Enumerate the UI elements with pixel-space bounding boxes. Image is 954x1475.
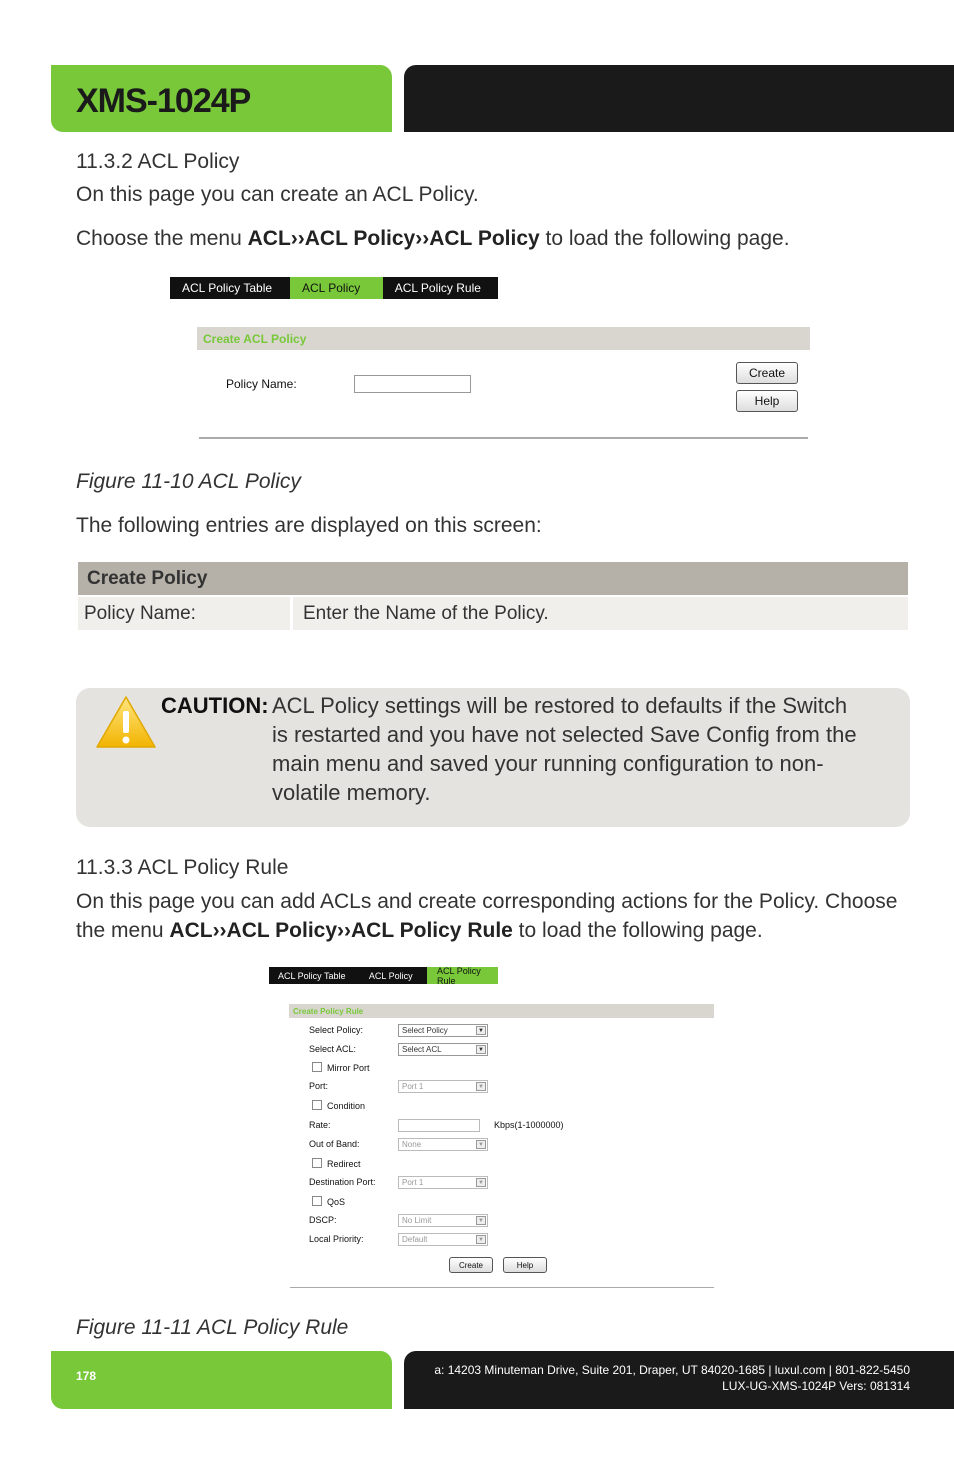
tab-acl-policy[interactable]: ACL Policy — [368, 970, 413, 981]
tab-acl-policy[interactable]: ACL Policy — [290, 277, 383, 299]
select-acl-value: Select ACL — [402, 1045, 442, 1054]
select-policy-label: Select Policy: — [309, 1025, 364, 1035]
create-rule-button[interactable]: Create — [449, 1257, 493, 1273]
menu-path: ACL››ACL Policy››ACL Policy Rule — [169, 919, 513, 942]
tab-acl-policy-table[interactable]: ACL Policy Table — [182, 281, 273, 295]
product-title: XMS-1024P — [76, 82, 251, 120]
menu-prefix: Choose the menu — [76, 227, 248, 250]
chevron-down-icon: ▼ — [476, 1026, 486, 1035]
qos-label: QoS — [327, 1197, 346, 1207]
footer-address: a: 14203 Minuteman Drive, Suite 201, Draper, UT 84020-1685 | luxul.com | 801-822-5450 — [434, 1363, 910, 1377]
port-label: Port: — [309, 1081, 329, 1091]
chevron-down-icon: ▼ — [476, 1045, 486, 1054]
footer-green-bar — [51, 1351, 392, 1409]
select-policy-value: Select Policy — [402, 1026, 448, 1035]
local-priority-dropdown[interactable] — [398, 1233, 488, 1246]
out-of-band-value: None — [402, 1140, 422, 1149]
select-acl-label: Select ACL: — [309, 1044, 357, 1054]
destination-port-value: Port 1 — [402, 1178, 424, 1187]
table-header-create-policy: Create Policy — [78, 562, 908, 595]
out-of-band-label: Out of Band: — [309, 1139, 360, 1149]
caution-line: main menu and saved your running configuration to non- — [272, 751, 824, 776]
menu-path: ACL››ACL Policy››ACL Policy — [247, 227, 540, 250]
entries-intro: The following entries are displayed on this screen: — [76, 514, 542, 537]
menu-suffix: to load the following page. — [512, 919, 763, 942]
caution-message — [272, 691, 857, 807]
caution-line: is restarted and you have not selected Save Config from the — [272, 722, 857, 747]
caution-label: CAUTION: — [161, 693, 269, 718]
destination-port-dropdown[interactable] — [398, 1176, 488, 1189]
caution-line: volatile memory. — [272, 780, 431, 805]
redirect-checkbox[interactable] — [312, 1158, 322, 1168]
table-cell-description: Enter the Name of the Policy. — [293, 597, 908, 630]
figure1-caption: Figure 11-10 ACL Policy — [76, 470, 301, 493]
dscp-label: DSCP: — [309, 1215, 337, 1225]
rate-label: Rate: — [309, 1120, 331, 1130]
rate-input[interactable] — [398, 1119, 480, 1132]
port-value: Port 1 — [402, 1082, 424, 1091]
mirror-port-label: Mirror Port — [327, 1063, 370, 1073]
policy-name-input[interactable] — [354, 375, 471, 393]
create-policy-rule-header: Create Policy Rule — [289, 1004, 714, 1018]
mirror-port-checkbox[interactable] — [312, 1062, 322, 1072]
table-cell-field: Policy Name: — [78, 597, 290, 630]
menu-prefix: the menu — [76, 919, 170, 942]
select-policy-dropdown[interactable] — [398, 1024, 488, 1037]
tab-acl-policy-rule[interactable]: ACL Policy Rule — [394, 281, 481, 295]
local-priority-value: Default — [402, 1235, 428, 1244]
page-number: 178 — [76, 1369, 97, 1383]
tab-acl-policy-rule[interactable]: ACL Policy Rule — [427, 967, 498, 984]
figure2-divider — [290, 1287, 714, 1288]
condition-label: Condition — [327, 1101, 366, 1111]
local-priority-label: Local Priority: — [309, 1234, 364, 1244]
section2-line2 — [76, 919, 763, 943]
dscp-dropdown[interactable] — [398, 1214, 488, 1227]
chevron-down-icon: ▼ — [476, 1235, 486, 1244]
footer-info — [404, 1362, 910, 1394]
chevron-down-icon: ▼ — [476, 1082, 486, 1091]
section2-line1: On this page you can add ACLs and create corresponding actions for the Policy. Choose — [76, 890, 898, 913]
policy-name-label: Policy Name: — [226, 377, 297, 391]
warning-triangle-icon — [94, 694, 158, 750]
menu-suffix: to load the following page. — [539, 227, 790, 250]
figure2-tabbar — [269, 967, 498, 984]
dscp-value: No Limit — [402, 1216, 432, 1225]
redirect-label: Redirect — [327, 1159, 361, 1169]
port-dropdown[interactable] — [398, 1080, 488, 1093]
caution-line: ACL Policy settings will be restored to defaults if the Switch — [272, 693, 848, 718]
chevron-down-icon: ▼ — [476, 1216, 486, 1225]
section-heading-acl-policy-rule: 11.3.3 ACL Policy Rule — [76, 856, 289, 879]
help-rule-button[interactable]: Help — [503, 1257, 547, 1273]
header-black-bar — [404, 65, 954, 132]
footer-doc-id: LUX-UG-XMS-1024P Vers: 081314 — [722, 1379, 910, 1393]
chevron-down-icon: ▼ — [476, 1178, 486, 1187]
figure2-caption: Figure 11-11 ACL Policy Rule — [76, 1316, 349, 1339]
menu-instruction — [76, 227, 790, 251]
section-intro: On this page you can create an ACL Policy. — [76, 183, 479, 206]
help-button[interactable]: Help — [736, 390, 798, 412]
figure1-tabbar — [170, 277, 498, 299]
figure1-divider — [199, 437, 808, 439]
tab-acl-policy-table[interactable]: ACL Policy Table — [278, 970, 346, 981]
section-heading-acl-policy: 11.3.2 ACL Policy — [76, 150, 240, 173]
destination-port-label: Destination Port: — [309, 1177, 376, 1187]
condition-checkbox[interactable] — [312, 1100, 322, 1110]
select-acl-dropdown[interactable] — [398, 1043, 488, 1056]
create-acl-policy-header: Create ACL Policy — [197, 327, 810, 350]
chevron-down-icon: ▼ — [476, 1140, 486, 1149]
out-of-band-dropdown[interactable] — [398, 1138, 488, 1151]
create-button[interactable]: Create — [736, 362, 798, 384]
qos-checkbox[interactable] — [312, 1196, 322, 1206]
rate-unit: Kbps(1-1000000) — [494, 1120, 564, 1130]
